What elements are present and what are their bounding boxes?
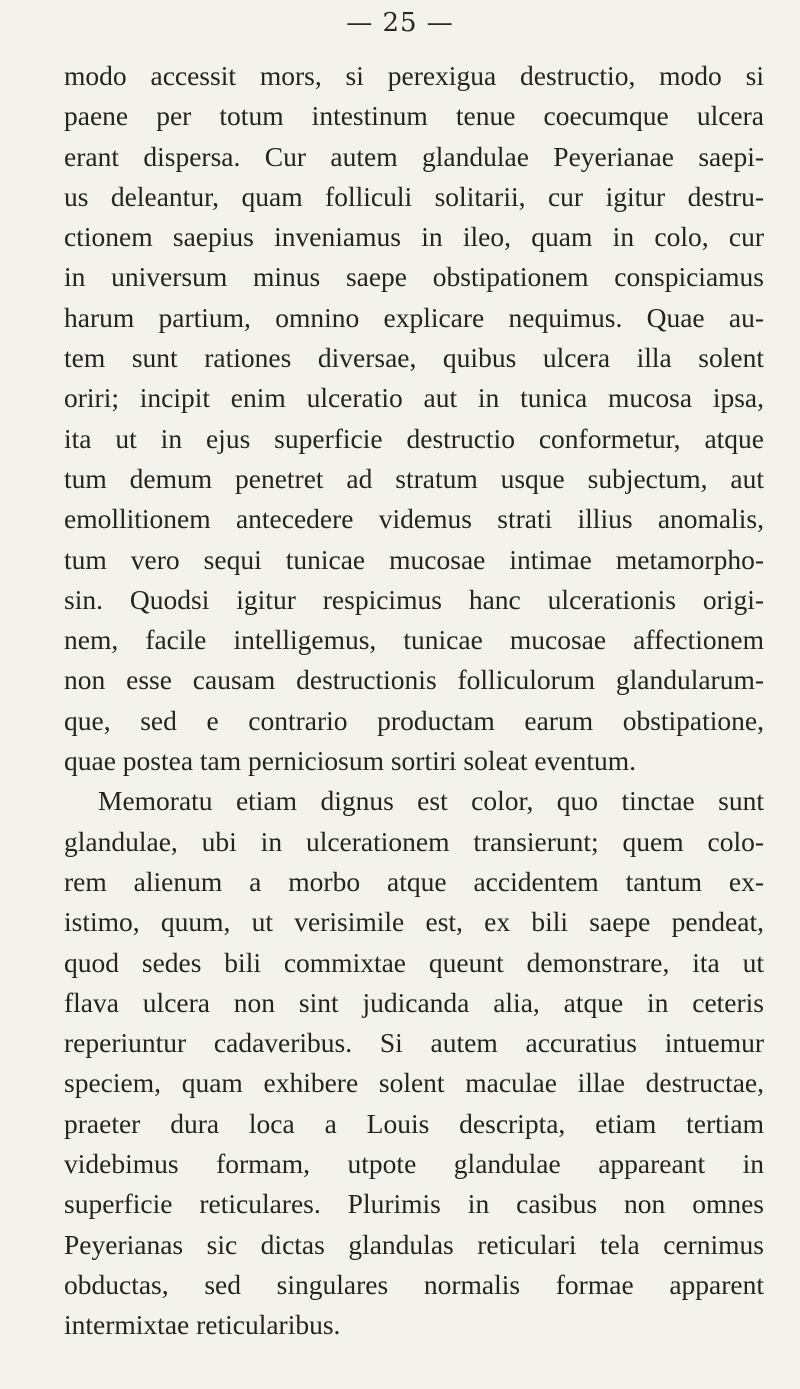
text-line: praeter dura loca a Louis descripta, etiam tertiam — [64, 1107, 764, 1139]
text-line: us deleantur, quam folliculi solitarii, cur igitur destru- — [64, 180, 764, 212]
text-line: oriri; incipit enim ulceratio aut in tunica mucosa ipsa, — [64, 382, 764, 414]
text-line: quod sedes bili commixtae queunt demonstrare, ita ut — [64, 946, 764, 978]
text-line: flava ulcera non sint judicanda alia, atque in ceteris — [64, 986, 764, 1018]
text-line: in universum minus saepe obstipationem conspiciamus — [64, 261, 764, 293]
text-line: erant dispersa. Cur autem glandulae Peyerianae saepi- — [64, 140, 764, 172]
text-line: quae postea tam perniciosum sortiri soleat eventum. — [64, 745, 636, 777]
text-line: Memoratu etiam dignus est color, quo tinctae sunt — [98, 785, 764, 817]
page-number: — 25 — — [346, 8, 454, 38]
text-line: intermixtae reticularibus. — [64, 1309, 341, 1341]
text-line: sin. Quodsi igitur respicimus hanc ulcerationis origi- — [64, 583, 764, 615]
text-line: reperiuntur cadaveribus. Si autem accuratius intuemur — [64, 1027, 764, 1059]
text-line: modo accessit mors, si perexigua destructio, modo si — [64, 60, 764, 91]
text-line: glandulae, ubi in ulcerationem transierunt; quem colo- — [64, 825, 764, 857]
text-line: emollitionem antecedere videmus strati illius anomalis, — [64, 503, 764, 535]
text-line: Peyerianas sic dictas glandulas reticulari tela cernimus — [64, 1228, 764, 1260]
text-line: paene per totum intestinum tenue coecumque ulcera — [64, 100, 764, 132]
text-line: rem alienum a morbo atque accidentem tantum ex- — [64, 865, 764, 897]
text-line: superficie reticulares. Plurimis in casibus non omnes — [64, 1188, 764, 1220]
text-line: harum partium, omnino explicare nequimus. Quae au- — [64, 301, 764, 333]
body-text — [64, 56, 764, 1346]
text-line: nem, facile intelligemus, tunicae mucosae affectionem — [64, 624, 764, 656]
text-line: tum vero sequi tunicae mucosae intimae metamorpho- — [64, 543, 764, 575]
text-line: ctionem saepius inveniamus in ileo, quam in colo, cur — [64, 221, 764, 253]
text-line: speciem, quam exhibere solent maculae illae destructae, — [64, 1067, 764, 1099]
text-line: videbimus formam, utpote glandulae appareant in — [64, 1148, 764, 1180]
text-line: tem sunt rationes diversae, quibus ulcera illa solent — [64, 342, 764, 374]
text-line: non esse causam destructionis folliculorum glandularum- — [64, 664, 764, 696]
text-line: istimo, quum, ut verisimile est, ex bili saepe pendeat, — [64, 906, 764, 938]
text-line: ita ut in ejus superficie destructio conformetur, atque — [64, 422, 764, 454]
text-line: que, sed e contrario productam earum obstipatione, — [64, 704, 764, 736]
text-line: obductas, sed singulares normalis formae apparent — [64, 1268, 764, 1300]
text-line: tum demum penetret ad stratum usque subjectum, aut — [64, 462, 764, 494]
